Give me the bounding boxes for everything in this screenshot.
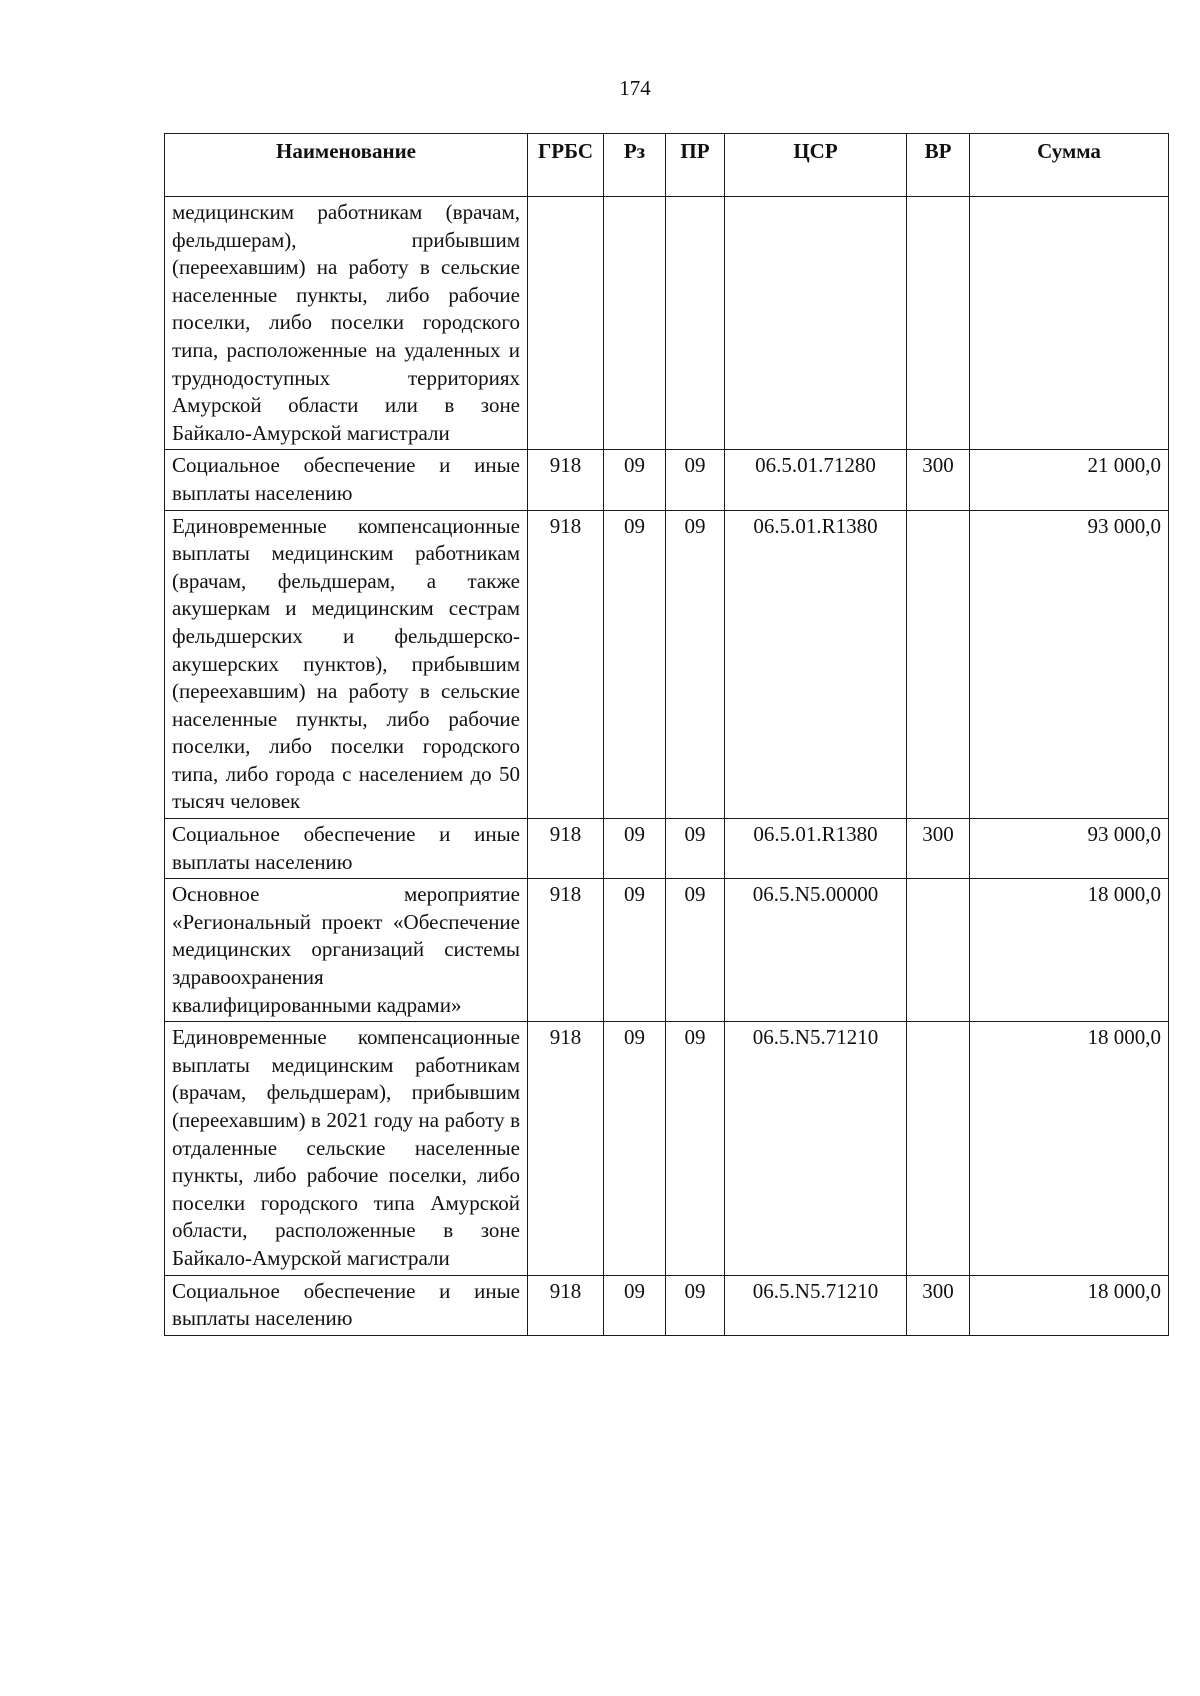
cell-pr <box>666 197 725 450</box>
cell-pr: 09 <box>666 510 725 819</box>
cell-name: Единовременные компенсационные выплаты медицинским работникам (врачам, фельдшерам), прибывшим (переехавшим) в 2021 году на работу в отдаленные сельские населенные пункты, либо рабочие поселки, либо поселки городского типа Амурской области, расположенные в зоне Байкало-Амурской магистрали <box>165 1022 528 1275</box>
cell-pr: 09 <box>666 1275 725 1335</box>
cell-name: Социальное обеспечение и иные выплаты населению <box>165 450 528 510</box>
header-grbs: ГРБС <box>528 134 604 197</box>
cell-grbs <box>528 197 604 450</box>
cell-rz: 09 <box>604 1275 666 1335</box>
cell-rz: 09 <box>604 819 666 879</box>
cell-csr: 06.5.N5.71210 <box>725 1275 907 1335</box>
header-name: Наименование <box>165 134 528 197</box>
table-row <box>165 197 1169 450</box>
header-sum: Сумма <box>970 134 1169 197</box>
cell-sum <box>970 197 1169 450</box>
cell-csr <box>725 197 907 450</box>
table-row <box>165 879 1169 1022</box>
cell-name: Единовременные компенсационные выплаты медицинским работникам (врачам, фельдшерам, а также акушеркам и медицинским сестрам фельдшерских и фельдшерско-акушерских пунктов), прибывшим (переехавшим) на работу в сельские населенные пункты, либо рабочие поселки, либо поселки городского типа, либо города с населением до 50 тысяч человек <box>165 510 528 819</box>
page-number: 174 <box>619 76 651 100</box>
cell-rz <box>604 197 666 450</box>
cell-rz: 09 <box>604 510 666 819</box>
cell-vr <box>907 879 970 1022</box>
cell-grbs: 918 <box>528 450 604 510</box>
cell-rz: 09 <box>604 450 666 510</box>
header-rz: Рз <box>604 134 666 197</box>
cell-csr: 06.5.N5.71210 <box>725 1022 907 1275</box>
cell-vr: 300 <box>907 1275 970 1335</box>
cell-grbs: 918 <box>528 819 604 879</box>
cell-vr: 300 <box>907 819 970 879</box>
cell-csr: 06.5.N5.00000 <box>725 879 907 1022</box>
budget-table <box>164 133 1169 1336</box>
cell-grbs: 918 <box>528 879 604 1022</box>
cell-name: медицинским работникам (врачам, фельдшерам), прибывшим (переехавшим) на работу в сельские населенные пункты, либо рабочие поселки, либо поселки городского типа, расположенные на удаленных и труднодоступных территориях Амурской области или в зоне Байкало-Амурской магистрали <box>165 197 528 450</box>
cell-grbs: 918 <box>528 1275 604 1335</box>
cell-name: Социальное обеспечение и иные выплаты населению <box>165 1275 528 1335</box>
cell-name: Основное мероприятие «Региональный проект «Обеспечение медицинских организаций системы здравоохранения квалифицированными кадрами» <box>165 879 528 1022</box>
cell-sum: 93 000,0 <box>970 510 1169 819</box>
cell-vr <box>907 510 970 819</box>
cell-name: Социальное обеспечение и иные выплаты населению <box>165 819 528 879</box>
header-pr: ПР <box>666 134 725 197</box>
cell-pr: 09 <box>666 879 725 1022</box>
cell-grbs: 918 <box>528 1022 604 1275</box>
table-row <box>165 819 1169 879</box>
cell-vr: 300 <box>907 450 970 510</box>
cell-grbs: 918 <box>528 510 604 819</box>
cell-pr: 09 <box>666 1022 725 1275</box>
header-vr: ВР <box>907 134 970 197</box>
table-row <box>165 1275 1169 1335</box>
table-row <box>165 510 1169 819</box>
cell-pr: 09 <box>666 450 725 510</box>
table-row <box>165 1022 1169 1275</box>
cell-vr <box>907 197 970 450</box>
table-row <box>165 450 1169 510</box>
cell-csr: 06.5.01.R1380 <box>725 510 907 819</box>
cell-rz: 09 <box>604 1022 666 1275</box>
cell-rz: 09 <box>604 879 666 1022</box>
cell-csr: 06.5.01.R1380 <box>725 819 907 879</box>
cell-sum: 21 000,0 <box>970 450 1169 510</box>
cell-csr: 06.5.01.71280 <box>725 450 907 510</box>
cell-sum: 18 000,0 <box>970 1022 1169 1275</box>
cell-sum: 18 000,0 <box>970 879 1169 1022</box>
cell-sum: 93 000,0 <box>970 819 1169 879</box>
cell-sum: 18 000,0 <box>970 1275 1169 1335</box>
cell-pr: 09 <box>666 819 725 879</box>
cell-vr <box>907 1022 970 1275</box>
header-row <box>165 134 1169 197</box>
header-csr: ЦСР <box>725 134 907 197</box>
